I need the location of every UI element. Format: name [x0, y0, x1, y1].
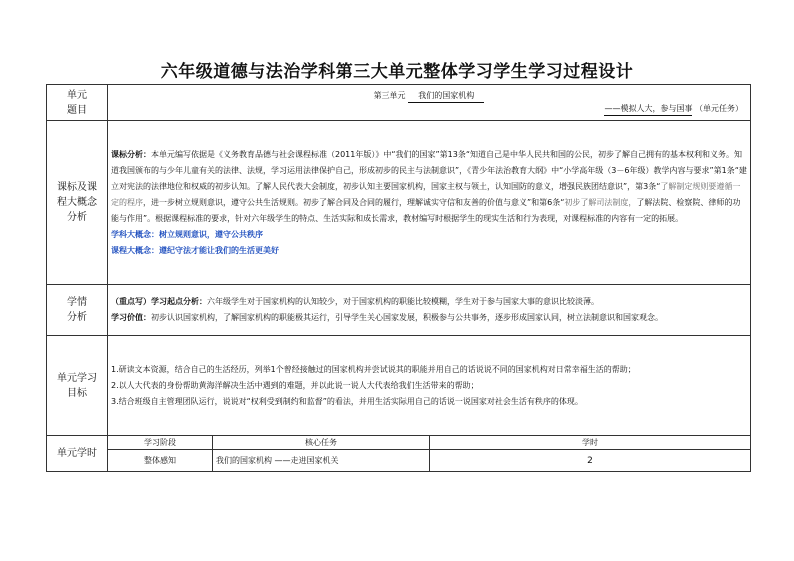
- goals-label: 单元学习 目标: [47, 336, 108, 436]
- stage-cell: 整体感知: [108, 450, 213, 472]
- goal-item: 3.结合班级自主管理团队运行，说说对“权利受到制约和监督”的看法，并用生活实际用自己的话说一说国家对社会生活有秩序的体现。: [111, 396, 583, 406]
- learning-plan-table: [46, 84, 751, 472]
- table-row: [47, 450, 751, 472]
- hours-cell: 2: [430, 450, 751, 472]
- concept-cell: [108, 121, 751, 285]
- unit-title-label: 单元 题目: [47, 85, 108, 121]
- learner-row: [47, 285, 751, 336]
- hours-label: 单元学时: [47, 436, 108, 472]
- stage-header: 学习阶段: [108, 436, 213, 450]
- unit-number: 第三单元: [373, 90, 406, 100]
- unit-task-suffix: （单元任务）: [695, 103, 744, 113]
- learner-label: 学情 分析: [47, 285, 108, 336]
- task-header: 核心任务: [213, 436, 430, 450]
- concept-row: [47, 121, 751, 285]
- learning-start-analysis: （重点写）学习起点分析：六年级学生对于国家机构的认知较少，对于国家机构的职能比较模糊，学生对于参与国家大事的意识比较淡薄。: [111, 297, 599, 306]
- hours-header-row: [47, 436, 751, 450]
- goal-item: 2.以人大代表的身份帮助黄海洋解决生活中遇到的难题，并以此说一说人大代表给我们生活带来的帮助；: [111, 380, 479, 390]
- goal-item: 1.研读文本资源，结合自己的生活经历，列举1个曾经接触过的国家机构并尝试说其的职能并用自己的话说说不同的国家机构对日常幸福生活的帮助；: [111, 364, 636, 374]
- subject-big-concept: 学科大概念：树立规则意识，遵守公共秩序: [111, 229, 263, 239]
- learner-cell: [108, 285, 751, 336]
- task-cell: 我们的国家机构 ——走进国家机关: [213, 450, 430, 472]
- goals-row: [47, 336, 751, 436]
- learning-value: 学习价值：初步认识国家机构，了解国家机构的职能极其运行，引导学生关心国家发展，积极参与公共事务，逐步形成国家认同，树立法制意识和国家观念。: [111, 313, 663, 322]
- unit-title-row: [47, 85, 751, 121]
- page-title: 六年级道德与法治学科第三大单元整体学习学生学习过程设计: [160, 62, 634, 82]
- goals-cell: [108, 336, 751, 436]
- concept-label: 课标及课 程大概念 分析: [47, 121, 108, 285]
- unit-name: 我们的国家机构: [408, 90, 484, 103]
- unit-title-cell: [108, 85, 751, 121]
- unit-task: ——模拟人大，参与国事: [604, 103, 692, 116]
- standard-analysis: 课标分析：本单元编写依据是《义务教育品德与社会课程标准（2011年版）》中“我们的国家”第13条“知道自己是中华人民共和国的公民，初步了解自己拥有的基本权利和义务。知道我国颁布的与少年儿童有关的法律、法规，学习运用法律保护自己，形成初步的民主与法制意识”，《青少年法治教育大纲》中“小学高年级（3－6年级）教学内容与要求”第1条“建立对宪法的法律地位和权威的初步认知。了解人民代表大会制度，初步认知主要国家机构，国家主权与领土，认知国防的意义，增强民族团结意识”，第3条“了解制定规则要遵循一定的程序，进一步树立规则意识，遵守公共生活规则。初步了解合同及合同的履行，理解诚实守信和友善的价值与意义”和第6条“初步了解司法制度，了解法院、检察院、律师的功能与作用”。根据课程标准的要求，针对六年级学生的特点、生活实际和成长需求，教材编写时根据学生的现实生活和行为表现，对课程标准的内容有一定的拓展。: [111, 149, 747, 223]
- course-big-concept: 课程大概念：遵纪守法才能让我们的生活更美好: [111, 245, 279, 255]
- hours-header: 学时: [430, 436, 751, 450]
